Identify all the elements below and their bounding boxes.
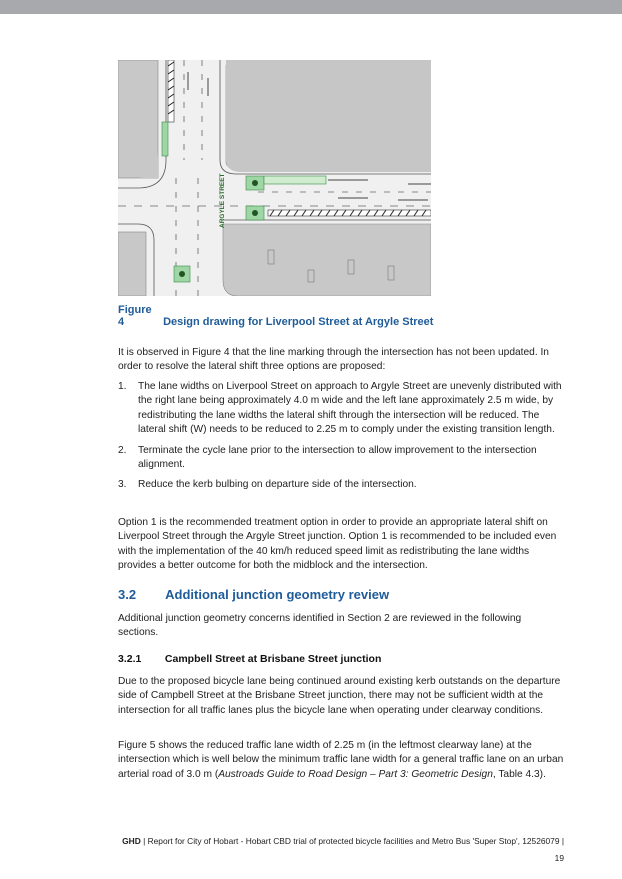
intro-paragraph: It is observed in Figure 4 that the line marking through the intersection has not been updated. In order to resolve the lateral shift three options are proposed: (118, 347, 549, 373)
footer-brand: GHD (122, 836, 141, 846)
design-drawing (118, 60, 431, 296)
section-intro: Additional junction geometry concerns identified in Section 2 are reviewed in the following sections. (118, 613, 522, 639)
recommendation-paragraph: Option 1 is the recommended treatment option in order to provide an appropriate lateral shift on Liverpool Street through the Argyle Street junction. Option 1 is recommended to be included even with the implementation of the 40 km/h reduced speed limit as redistributing the lane widths provides a better outcome for both the midblock and the intersection. (118, 517, 557, 572)
reference-title: Austroads Guide to Road Design – Part 3: Geometric Design (218, 768, 493, 780)
subsection-paragraph-2: Figure 5 shows the reduced traffic lane width of 2.25 m (in the leftmost clearway lane) at the intersection which is well below the minimum traffic lane width for a general traffic lane on an urban arterial road of 3.0 m (Austroads Guide to Road Design – Part 3: Geometric Design, Table 4.3). (118, 740, 564, 780)
page-number: 19 (554, 853, 564, 863)
subsection-heading: 3.2.1 Campbell Street at Brisbane Street junction (118, 653, 382, 665)
footer-text: | Report for City of Hobart - Hobart CBD trial of protected bicycle facilities and Metro Bus 'Super Stop', 12526079 | (140, 836, 564, 846)
options-list (118, 380, 564, 499)
list-item: 2. Terminate the cycle lane prior to the intersection to allow improvement to the intersection alignment. (118, 444, 537, 471)
footer (84, 836, 564, 846)
figure-caption (118, 304, 578, 328)
intersection-drawing (118, 60, 431, 296)
list-item: 1. The lane widths on Liverpool Street on approach to Argyle Street are unevenly distributed with the right lane being approximately 4.0 m wide and the left lane approximately 2.5 m wide, by redistributing the lane widths the lateral shift through the intersection will be reduced. The lateral shift (W) needs to be reduced to 2.25 m to comply under the existing transition length. (118, 381, 562, 436)
list-item: 3. Reduce the kerb bulbing on departure side of the intersection. (118, 479, 417, 491)
subsection-paragraph-1: Due to the proposed bicycle lane being continued around existing kerb outstands on the departure side of Campbell Street at the Brisbane Street junction, there may not be sufficient width at the intersection for all traffic lanes plus the bicycle lane when operating under clearway conditions. (118, 676, 561, 716)
header-bar (0, 0, 622, 14)
street-label: ARGYLE STREET (219, 173, 226, 228)
figure-title: Design drawing for Liverpool Street at Argyle Street (163, 316, 434, 328)
section-heading: 3.2 Additional junction geometry review (118, 587, 390, 602)
figure-number: Figure 4 (118, 304, 152, 328)
